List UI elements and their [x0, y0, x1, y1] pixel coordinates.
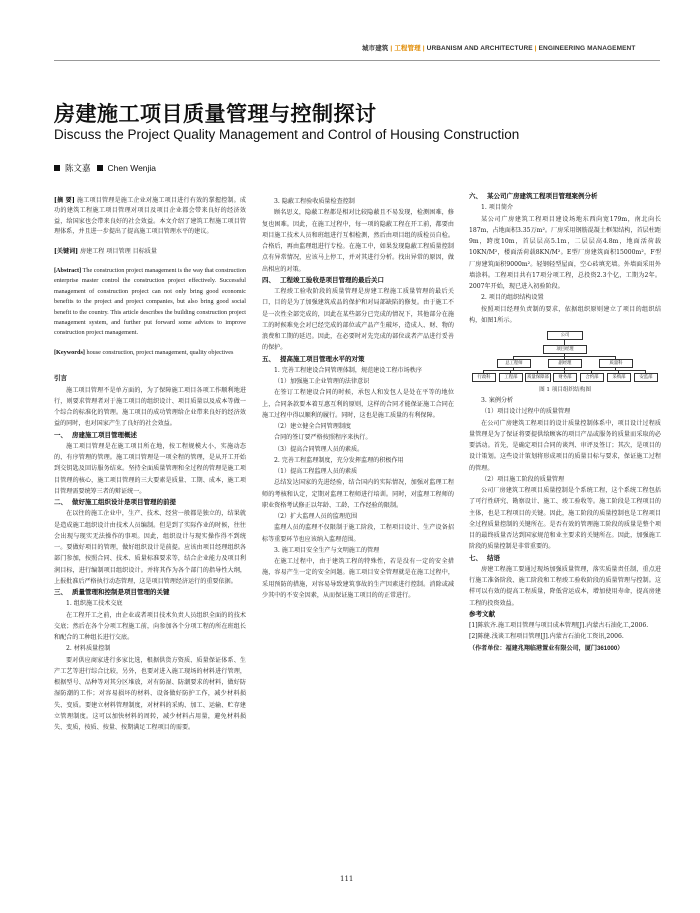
section-heading: 一、 房建施工项目管理概述 — [54, 431, 137, 439]
header-section-cn-alt: 工程管理 — [394, 45, 421, 52]
subsection-heading: 2. 项目的组织结构设置 — [481, 294, 544, 302]
author-line — [54, 162, 156, 174]
column-2 — [262, 196, 454, 601]
paragraph: 监理人员的监理不仅限制于施工阶段，工程项目设计、生产设备招标等重要环节也应该纳入监理范围。 — [262, 524, 454, 543]
section-heading: 四、 工程竣工验收是项目管理的最后关口 — [262, 276, 384, 284]
section-heading: 三、 质量管理和控制是项目管理的关键 — [54, 589, 170, 597]
author-name-cn: 陈文嘉 — [65, 163, 91, 173]
author-bullet — [54, 165, 60, 171]
paragraph: 在工程开工之前，由企业或者项目技术负责人员组织全面的的技术交底；然后在各个分项工程施工前，向参加各个分项工程的所在班组长和配合的工种组长进行交底。 — [54, 611, 246, 642]
org-node-level4: 财务部 — [553, 373, 577, 382]
references-heading: 参考文献 — [469, 610, 495, 618]
header-section-en-1: URBANISM AND ARCHITECTURE — [426, 45, 533, 52]
paragraph: 在施工过程中，由于建筑工程的特殊性，若是没有一定的安全措施，容易产生一定的安全问题。施工项目安全管理就是在施工过程中，采用预防的措施，对容易导致建筑事故的生产因素进行控制。消除或减少其中的不安全因素，从而保证施工项目的的正常进行。 — [262, 558, 454, 599]
paragraph: 要对供应商家进行多家比选，根据供货方资质、质量保证体系、生产工艺等进行综合比较，另外，也要对进入施工现场的材料进行管理，根据型号、品种等对其分区堆放，对有防湿、防潮要求的材料，做好防湿防潮的工作；对容易损坏的材料、设备做好防护工作，减少材料损失、变质。要建立材料管理制度，对材料的采购、加工、运输、贮存建立管理制度。这可以加快材料的周转，减少材料占用量，避免材料损失、变质，按质、按量、按期满足工程项目的需要。 — [54, 656, 246, 732]
org-node-level3: 总工程师 — [497, 359, 531, 368]
paragraph: 某公司广房建筑工程项目建设场地东西向宽179m，南北向长187m，占地面积3.35万m²。厂房采用钢筋混凝土框架结构，首层柱距9m，跨度10m，首层层高5.1m，二层层高4.8m，地面活荷载10KN/M²，楼面活荷载8KN/M²。E型厂房建筑面积15000m²，F型厂房建筑面积9000m²。轻钢轻型屋面，空心砖填充墙。外墙面采用外墙涂料。工程项目共有17项分项工程，总投资2.3个亿，工期为2年。2007年开始，现已进入初验阶段。 — [469, 215, 661, 290]
subsection-heading: 3. 施工项目安全生产与文明施工的管理 — [274, 546, 380, 554]
subsection-heading: 1. 完善工程建设合同管理体制，规范建设工程市场秩序 — [274, 366, 422, 374]
org-node-level4: 安监部 — [634, 373, 658, 382]
sub-item: （2）项目施工阶段的质量管理 — [481, 475, 565, 483]
paragraph: 施工项目管理是在施工项目所在地，按工程规模大小，实施动态的、有序管理的管理。施工项目管理是一项全程的管理，是从开工开始到交钥匙及回访服务结束。坚持全面质量管理和全过程的管理是施工项目管理的核心，施工项目管理的三大要素是质量、工期、成本，施工项目管理需要统筹三者的辩证统一。 — [54, 442, 246, 495]
org-chart-figure — [469, 329, 661, 385]
running-header: 城市建筑 | 工程管理 | URBANISM AND ARCHITECTURE | ENGINEERING MANAGEMENT — [362, 45, 636, 52]
abstract-cn: [摘 要] 施工项目管理是施工企业对施工项目进行有效的掌握控制。成功的建筑工程施工项目管理对项目及项目企业都会带来良好的经济效益，给国家也会带来良好的社会效益。本文介绍了建筑工程施工项目管理体系，并且进一步提出了提高施工项目管理水平的建议。 — [54, 197, 247, 236]
org-node-level4: 采购部 — [607, 373, 631, 382]
header-divider — [54, 60, 660, 61]
paragraph: 公司厂房建筑工程项目质量控制是个系统工程，这个系统工程包括了可行性研究、勘察设计、施工、竣工验收等。施工阶段是工程项目的主体，也是工程项目的关键。因此，施工阶段的质量控制也是工程项目全过程质量控制的关键所在。是否有效的管理施工阶段的质量是整个项目的最终质量否达到国家规范和业主要求的关键所在。因此，加强施工阶段的质量控制是非常重要的。 — [469, 487, 661, 551]
abstract-en: [Abstract] The construction project management is the way that construction enterprise master control the construction project effectively. Successful management of construction project can not only bring good economic benefits to the project and project companies, but also bring good social benefit to the country. This article describes the building construction project management system, and further put forward some advices to improve construction project management. — [54, 267, 247, 337]
paragraph: 在签订工程建设合同的时候，承包人和发包人是处在平等的地位上，合同条款要本着互惠互利的原则，这样的合同才能保证施工合同在施工过程中得以顺利的履行。同时，这也是施工质量的有利保障。 — [262, 389, 454, 419]
column-1 — [54, 196, 246, 733]
paragraph: 在公司广房建筑工程项目的设计质量控制体系中，项目设计过程质量管理是为了保证将要提供给顾客的项目产品或服务的质量而采取的必要活动。首先，是确定项目合同的谈判、审评及签订；其次，是项目的设计策划。这些设计策划将形成项目的质量目标与要求，保证施工过程的管理。 — [469, 419, 661, 472]
figure-caption: 图 1 项目组织结构图 — [539, 387, 591, 393]
section-heading: 七、 结语 — [469, 554, 500, 562]
sub-item: （3）提高合同管理人员的素质。 — [274, 445, 364, 453]
paragraph: 房建工程施工要通过现场加强质量管理，落实质量责任制，重点进行施工准备阶段、施工阶段和工程竣工验收阶段的质量管理与控制。这样可以有效的提高工程质量，降低营运成本，增加使用寿命，提高房建工程的投资效益。 — [469, 565, 661, 607]
org-node-level4: 质量保障部 — [525, 373, 551, 382]
org-node-root: 公司 — [547, 331, 583, 340]
article-title-cn: 房建施工项目质量管理与控制探讨 — [54, 101, 377, 126]
sub-item: （2）扩大监理人员的监理范围 — [274, 513, 358, 520]
org-node-level3: 质量科 — [599, 359, 633, 368]
sub-item: （2）建立健全合同管理制度 — [274, 423, 352, 430]
org-node-level4: 行政科 — [472, 373, 496, 382]
paragraph: 顾名思义，隐蔽工程都是相对比较隐蔽且不易发现，检测困难，修复也困难。因此，在施工过程中，每一项的隐蔽工程在开工前，都要由项目施工技术人员和班组进行互相检测，然后由项目组的质检员自检。合格后，再由监理组进行专检。在施工中，如果发现隐蔽工程质量控制点有异常情况，应该马上停工，并对其进行分析。找出异常的原因，做出相应的对策。 — [262, 209, 454, 273]
paragraph: 总结发达国家的先进经验，结合国内的实际情况，加强对监理工程师的考核和认定，定期对监理工程师进行培训。同时，对监理工程师的职业资格考试修正以年龄、工龄、工作经验的限制。 — [262, 479, 454, 509]
keywords-cn: [关键词] 房建工程 项目管理 目标质量 — [54, 247, 157, 255]
reference-item: [1]陈软齐.施工项目管理与项目成本管理[J].内蒙古石油化工,2006. — [469, 622, 649, 629]
sub-item: （1）加强施工企业管理的法律意识 — [274, 378, 370, 385]
author-bullet — [97, 165, 103, 171]
sub-item: （1）提高工程监理人员的素质 — [274, 468, 358, 475]
section-heading: 引言 — [54, 375, 67, 383]
org-node-level3: 副经理 — [548, 359, 582, 368]
header-section-en-2: ENGINEERING MANAGEMENT — [538, 45, 636, 52]
section-heading: 六、 某公司广房建筑工程项目管理案例分析 — [469, 193, 598, 200]
paragraph: 按照项目经理负责制的要求，依据组织原则建立了项目的组织结构，如图1所示。 — [469, 305, 661, 324]
paragraph: 施工项目管理不是单方面的，为了保障施工项目各项工作顺利地进行，则要求管理者对于施工项目的组织设计、项目质量以及成本等做一个综合的标准化的管理。施工项目的成功管理给企业带来良好的经济效益的同时，也对国家产生了良好的社会效益。 — [54, 386, 246, 428]
section-heading: 二、 做好施工组织设计是项目管理的前提 — [54, 499, 176, 507]
paragraph: 工程竣工验收阶段的质量管理是房建工程施工质量管理的最后关口，目的是为了加强建筑成品的保护和对局部缺陷的修复。由于施工不是一次性全部完成的，因此在某些部分已完成的情况下，其他部分在施工的时候难免会对已经完成的部位或产品产生破坏，造成人、财、物的浪费和工期的延迟。因此，在必要时对先完成的部位或者产品进行妥善的保护。 — [262, 288, 454, 352]
subsection-heading: 2. 材料质量控制 — [66, 645, 111, 653]
paragraph: 合同的签订要严格按照程序来执行。 — [274, 434, 372, 442]
header-section-cn: 城市建筑 — [362, 45, 389, 52]
subsection-heading: 1. 组织施工技术交底 — [66, 600, 123, 608]
org-node-level4: 工程部 — [499, 373, 523, 382]
paragraph: 在以往的施工企业中，生产、技术、经营一般都是独立的，结果就是造成施工组织设计由技术人员编制。但是到了实际作业的时候，往往会出现与现实无法操作的事项。因此，组织设计与现实操作得不到统一。要做好项目的管理，做好组织设计是前提。应该由项目经理组织各部门参加，按照合同、技术、质量标准要求等，结合企业能力及项目利润目标，进行编制项目组织设计。并将其作为各个部门的指导性大纲，上报批准后严格执行动态管理，这是项目管理经济运行的重要依据。 — [54, 510, 246, 585]
article-title-en: Discuss the Project Quality Management and Control of Housing Construction — [54, 127, 520, 142]
author-name-en: Chen Wenjia — [107, 163, 157, 173]
column-3 — [469, 191, 661, 654]
keywords-en: [Keywords] house construction, project management, quality objectives — [54, 348, 234, 356]
author-affiliation: （作者单位：福建兆翔临港置业有限公司，厦门361000） — [469, 644, 624, 652]
sub-item: （1）项目设计过程中的质量管理 — [481, 408, 571, 416]
subsection-heading: 2. 完善工程监理制度，充分发挥监理的积极作用 — [274, 456, 404, 464]
subsection-heading: 3. 案例分析 — [481, 397, 514, 404]
reference-item: [2]陈健.浅谈工程项目管理[J].内蒙古石油化工资讯,2006. — [469, 633, 624, 641]
subsection-heading: 1. 项目简介 — [481, 204, 514, 212]
org-node-manager: 项目经理 — [543, 345, 587, 354]
subsection-heading: 3. 隐蔽工程验收质量检查控制 — [274, 198, 355, 205]
page-number: 111 — [340, 875, 354, 883]
org-node-level4: 合约部 — [580, 373, 604, 382]
section-heading: 五、 提高施工项目管理水平的对策 — [262, 355, 365, 363]
